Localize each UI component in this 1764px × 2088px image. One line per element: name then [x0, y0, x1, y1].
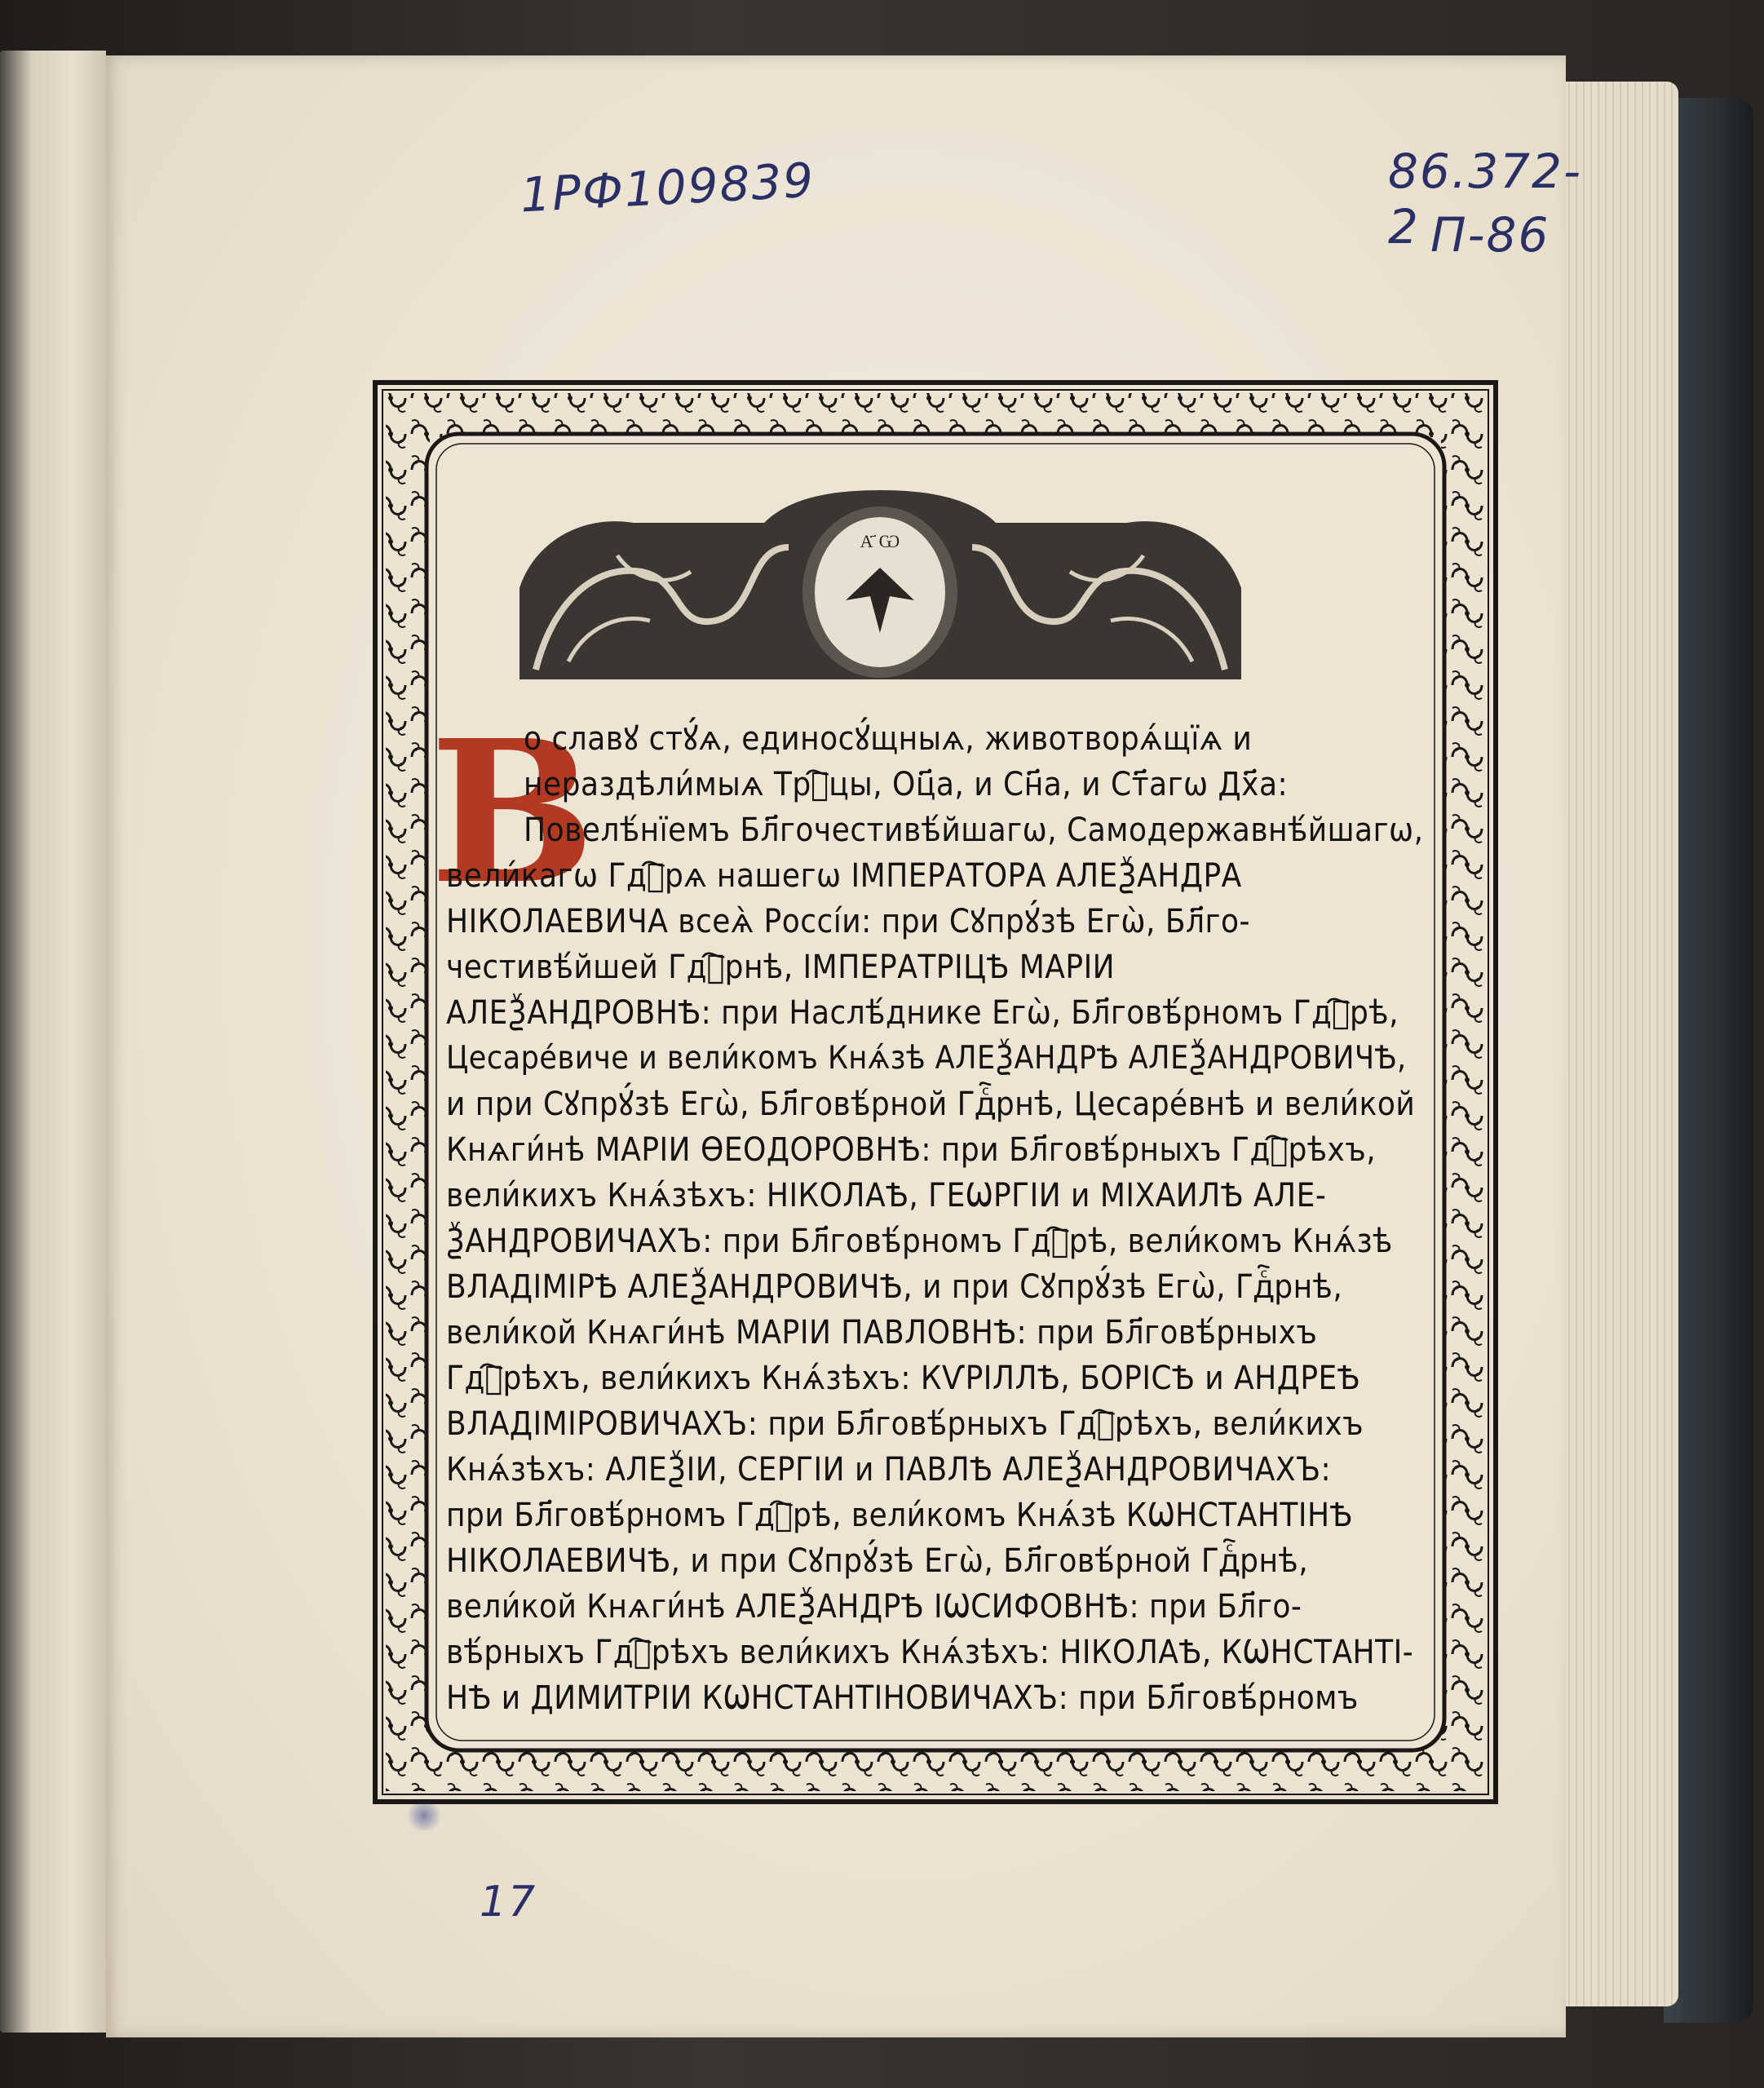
text-line: АЛЕѮАНДРОВНѢ: при Наслѣ́днике Егѡ̀, Бл҃говѣ́рномъ Гдⷭ҇рѣ, [446, 994, 1399, 1032]
text-line: вели́кихъ Кнѧ́зѣхъ: НІКОЛАѢ, ГЕѠРГІИ и МІХАИЛѢ АЛЕ- [446, 1177, 1327, 1214]
text-line: честивѣ́йшей Гдⷭ҇рнѣ, ІМПЕРАТРІЦѢ МАРІИ [446, 949, 1116, 986]
text-line: нераздѣли́мыѧ Трⷪ҇цы, Оц҃а, и Сн҃а, и Ст҃агѡ Дх҃а: [524, 766, 1289, 803]
classification-mark: 86.372-2 [1388, 144, 1582, 254]
drop-cap-initial: В [430, 697, 595, 927]
headpiece-ornament-icon [519, 490, 1241, 679]
text-line: вели́кагѡ Гдⷭ҇рѧ нашегѡ ІМПЕРАТОРА АЛЕѮАНДРА [446, 857, 1242, 895]
inventory-number: 1РФ109839 [519, 152, 816, 223]
text-line: при Бл҃говѣ́рномъ Гдⷭ҇рѣ, вели́комъ Кнѧ́зѣ КѠНСТАНТІНѢ [446, 1497, 1353, 1534]
text-line: Кнѧги́нѣ МАРІИ ѲЕОДОРОВНѢ: при Бл҃говѣ́рныхъ Гдⷭ҇рѣхъ, [446, 1131, 1377, 1169]
dedication-text [430, 697, 1425, 1718]
ink-stamp-mark [405, 1801, 444, 1830]
text-line: вели́кой Кнѧги́нѣ АЛЕѮАНДРѢ ІѠСИФОВНѢ: при Бл҃го- [446, 1588, 1302, 1626]
facing-page-edge [0, 51, 106, 2033]
page-edges [1556, 82, 1678, 2006]
book-page [106, 55, 1582, 2037]
text-line: ѮАНДРОВИЧАХЪ: при Бл҃говѣ́рномъ Гдⷭ҇рѣ, вели́комъ Кнѧ́зѣ [446, 1223, 1393, 1260]
text-line: о славꙋ стꙋ́ѧ, единосꙋ́щныѧ, животворѧ́щїѧ и [524, 720, 1253, 758]
text-line: Цесаре́виче и вели́комъ Кнѧ́зѣ АЛЕѮАНДРѢ АЛЕѮАНДРОВИЧѢ, [446, 1040, 1407, 1077]
text-line: Гдⷭ҇рѣхъ, вели́кихъ Кнѧ́зѣхъ: КѴРІЛЛѢ, БОРІСѢ и АНДРЕѢ [446, 1360, 1360, 1397]
text-line: Повелѣ́нїемъ Бл҃гочестивѣ́йшагѡ, Самодержавнѣ́йшагѡ, [524, 812, 1424, 849]
text-line: и при Сꙋпрꙋ́зѣ Егѡ̀, Бл҃говѣ́рной Гдⷭ҇рнѣ, Цесаре́внѣ и вели́кой [446, 1086, 1416, 1123]
text-line: Кнѧ́зѣхъ: АЛЕѮІИ, СЕРГІИ и ПАВЛѢ АЛЕѮАНДРОВИЧАХЪ: [446, 1451, 1332, 1489]
text-line: вѣ́рныхъ Гдⷭ҇рѣхъ вели́кихъ Кнѧ́зѣхъ: НІКОЛАѢ, КѠНСТАНТІ- [446, 1634, 1414, 1671]
text-line: НІКОЛАЕВИЧѢ, и при Сꙋпрꙋ́зѣ Егѡ̀, Бл҃говѣ́рной Гдⷭ҇рнѣ, [446, 1542, 1309, 1580]
headpiece-label: А҃ Ѡ [860, 532, 900, 552]
text-line: ВЛАДІМІРѢ АЛЕѮАНДРОВИЧѢ, и при Сꙋпрꙋ́зѣ Егѡ̀, Гдⷭ҇рнѣ, [446, 1268, 1343, 1306]
text-line: НѢ и ДИМИТРІИ КѠНСТАНТІНОВИЧАХЪ: при Бл҃говѣ́рномъ [446, 1679, 1359, 1717]
text-line: вели́кой Кнѧги́нѣ МАРІИ ПАВЛОВНѢ: при Бл҃говѣ́рныхъ [446, 1314, 1318, 1351]
text-line: ВЛАДІМІРОВИЧАХЪ: при Бл҃говѣ́рныхъ Гдⷭ҇рѣхъ, вели́кихъ [446, 1405, 1364, 1443]
shelf-mark: П-86 [1430, 207, 1550, 263]
text-line: НІКОЛАЕВИЧА всеѧ̀ Россі́и: при Сꙋпрꙋ́зѣ Егѡ̀, Бл҃го- [446, 903, 1250, 940]
ornamental-frame [373, 380, 1498, 1804]
page-number: 17 [480, 1878, 537, 1927]
